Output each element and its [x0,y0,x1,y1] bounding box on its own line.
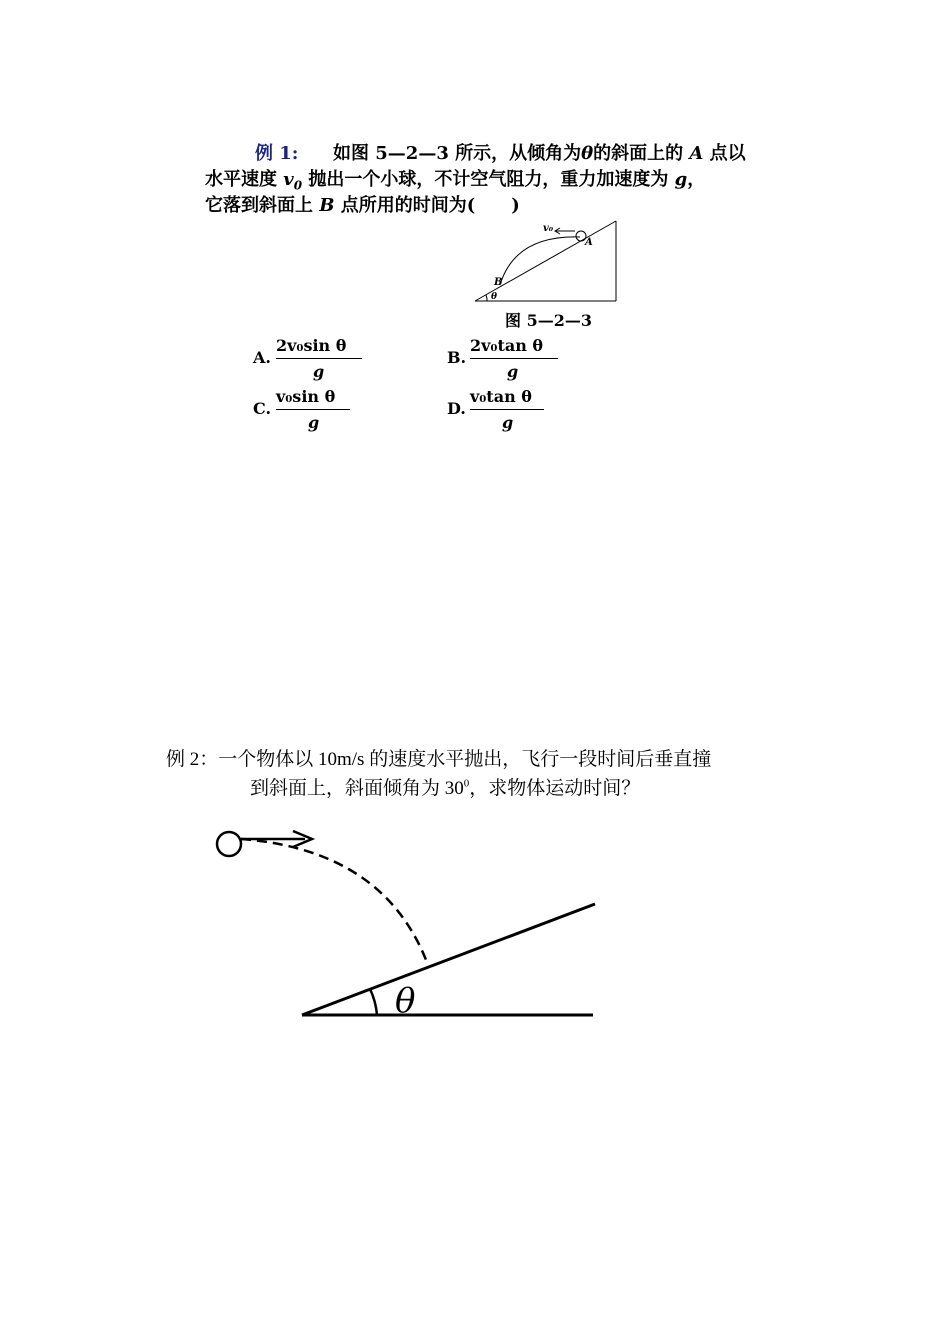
fraction-bar [276,409,350,410]
example2-line1: 例 2：一个物体以 10m/s 的速度水平抛出，飞行一段时间后垂直撞 [166,749,712,770]
slope-figure-5-2-3 [470,215,630,310]
v0-symbol: $v_0$ [283,169,303,193]
example1-text: 点以 [709,143,746,164]
point-b-symbol: B [319,195,335,216]
theta-label: θ [395,981,416,1021]
angle-arc [370,989,377,1015]
example1-line1 [255,142,746,166]
example2-line2: 到斜面上，斜面倾角为 $30^0$，求物体运动时间？ [250,777,641,799]
example1-text: 抛出一个小球，不计空气阻力，重力加速度为 [308,169,669,190]
theta-symbol: θ [581,143,594,164]
trajectory-dashed-curve [241,839,428,965]
option-denominator: g [308,413,320,432]
example1-label: 例 1: [255,143,299,164]
v0-label: v₀ [543,223,554,234]
point-a-symbol: A [689,143,704,164]
example1-text: 点所用的时间为( ) [340,195,520,216]
point-b-label: B [494,277,503,288]
option-numerator: v₀tan θ [470,387,532,406]
option-d[interactable] [447,387,567,437]
example1-text: 水平速度 [205,169,277,190]
option-letter: A. [253,348,271,367]
option-letter: D. [447,399,466,418]
option-letter: B. [447,348,467,367]
projectile-incline-figure [200,820,620,1030]
figure-caption: 图 5—2—3 [505,311,592,330]
g-symbol: g [674,169,688,190]
theta-label: θ [491,292,498,302]
point-a-label: A [585,237,593,248]
option-denominator: g [502,413,514,432]
degree-superscript: 0 [463,777,470,790]
option-denominator: g [313,362,325,381]
example1-line2: 水平速度 $v_0$ 抛出一个小球，不计空气阻力，重力加速度为 g， [205,169,706,193]
option-numerator: 2v₀sin θ [276,336,347,355]
example1-text: 它落到斜面上 [205,195,313,216]
option-a[interactable] [253,336,373,386]
option-numerator: 2v₀tan θ [470,336,544,355]
option-c[interactable] [253,387,373,437]
ball-circle [217,832,241,856]
incline-line [302,904,595,1015]
example1-text: 如图 5—2—3 所示，从倾角为 [333,143,582,164]
fraction-bar [276,358,362,359]
option-numerator: v₀sin θ [276,387,336,406]
fraction-bar [470,409,544,410]
option-letter: C. [253,399,272,418]
angle-arc [486,295,487,301]
fraction-bar [470,358,558,359]
option-b[interactable] [447,336,567,386]
option-denominator: g [507,362,519,381]
example1-text: 的斜面上的 [593,143,684,164]
trajectory-curve [500,237,580,285]
